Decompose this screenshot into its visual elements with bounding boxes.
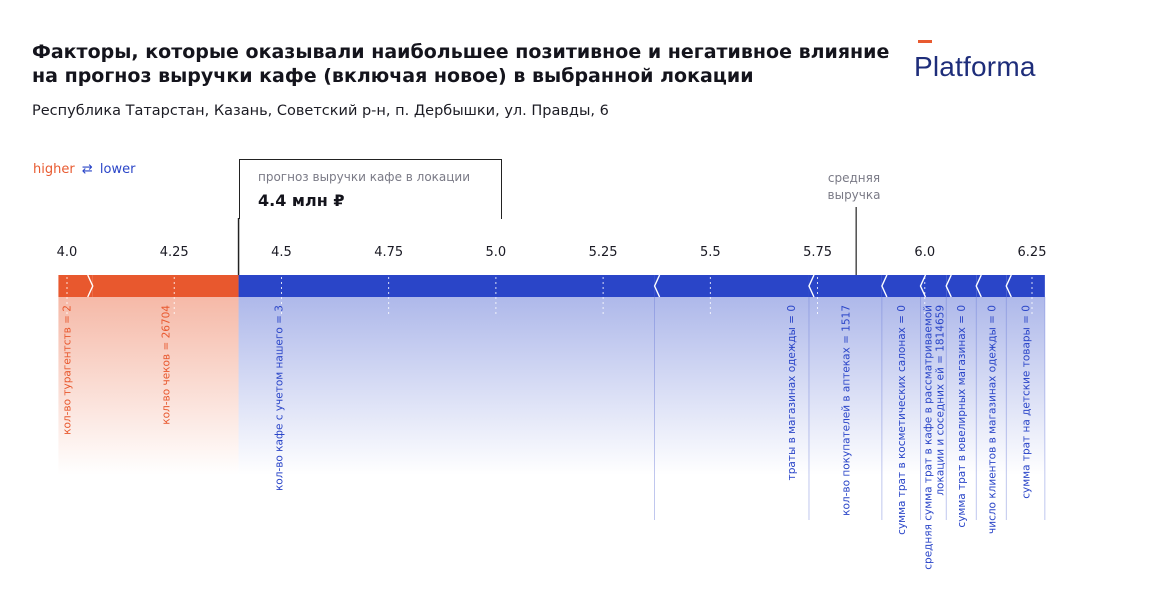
x-tick-label: 5.75: [803, 245, 833, 260]
lower-factor-label: [922, 305, 946, 570]
lower-factor-label-line: средняя сумма трат в кафе в рассматриваемой: [922, 305, 935, 570]
higher-fade: [58, 297, 238, 475]
lower-segment: [809, 275, 882, 297]
swap-arrows-icon: ⇄: [81, 162, 93, 177]
lower-segment: [1006, 275, 1045, 297]
higher-segment: [58, 275, 92, 297]
x-tick-label: 5.25: [588, 245, 618, 260]
lower-segment: [239, 275, 655, 297]
higher-segment: [93, 275, 239, 297]
logo-text: Platforma: [914, 51, 1036, 82]
higher-factor-label: кол-во чеков = 26704: [160, 305, 173, 425]
lower-factor-label: траты в магазинах одежды = 0: [785, 305, 798, 481]
lower-segment: [976, 275, 1006, 297]
x-tick-label: 4.75: [374, 245, 404, 260]
location-subtitle: Республика Татарстан, Казань, Советский р-н, п. Дербышки, ул. Правды, 6: [32, 103, 609, 119]
x-tick-label: 4.25: [159, 245, 189, 260]
higher-factor-label: кол-во турагентств = 2: [61, 305, 74, 435]
lower-factor-label: сумма трат на детские товары = 0: [1020, 305, 1033, 499]
legend-higher: higher: [33, 162, 75, 177]
lower-segment: [946, 275, 976, 297]
lower-segment: [882, 275, 921, 297]
prediction-box: [239, 159, 502, 219]
x-tick-label: 6.25: [1017, 245, 1047, 260]
x-tick-label: 4.5: [271, 245, 292, 260]
lower-factor-label: сумма трат в ювелирных магазинах = 0: [956, 305, 969, 528]
x-tick-label: 6.0: [914, 245, 936, 260]
lower-factor-label: сумма трат в косметических салонах = 0: [896, 305, 909, 535]
lower-factor-label: число клиентов в магазинах одежды = 0: [986, 305, 999, 534]
lower-segment: [655, 275, 809, 297]
x-tick-label: 4.0: [56, 245, 78, 260]
x-tick-label: 5.5: [699, 245, 721, 260]
prediction-value: 4.4 млн ₽: [258, 191, 345, 210]
legend-lower: lower: [99, 162, 136, 177]
average-revenue-label: средняя выручка: [827, 171, 881, 202]
x-tick-label: 5.0: [485, 245, 507, 260]
prediction-label: прогноз выручки кафе в локации: [258, 170, 471, 184]
lower-factor-label: кол-во кафе с учетом нашего = 3: [273, 305, 286, 492]
lower-factor-label-line: локации и соседних ей = 1814659: [934, 305, 947, 496]
chart-title: Факторы, которые оказывали наибольшее позитивное и негативное влияние на прогноз выручки кафе (включая новое) в выбранной локации: [32, 41, 890, 87]
lower-factor-label: кол-во покупателей в аптеках = 1517: [840, 305, 853, 516]
